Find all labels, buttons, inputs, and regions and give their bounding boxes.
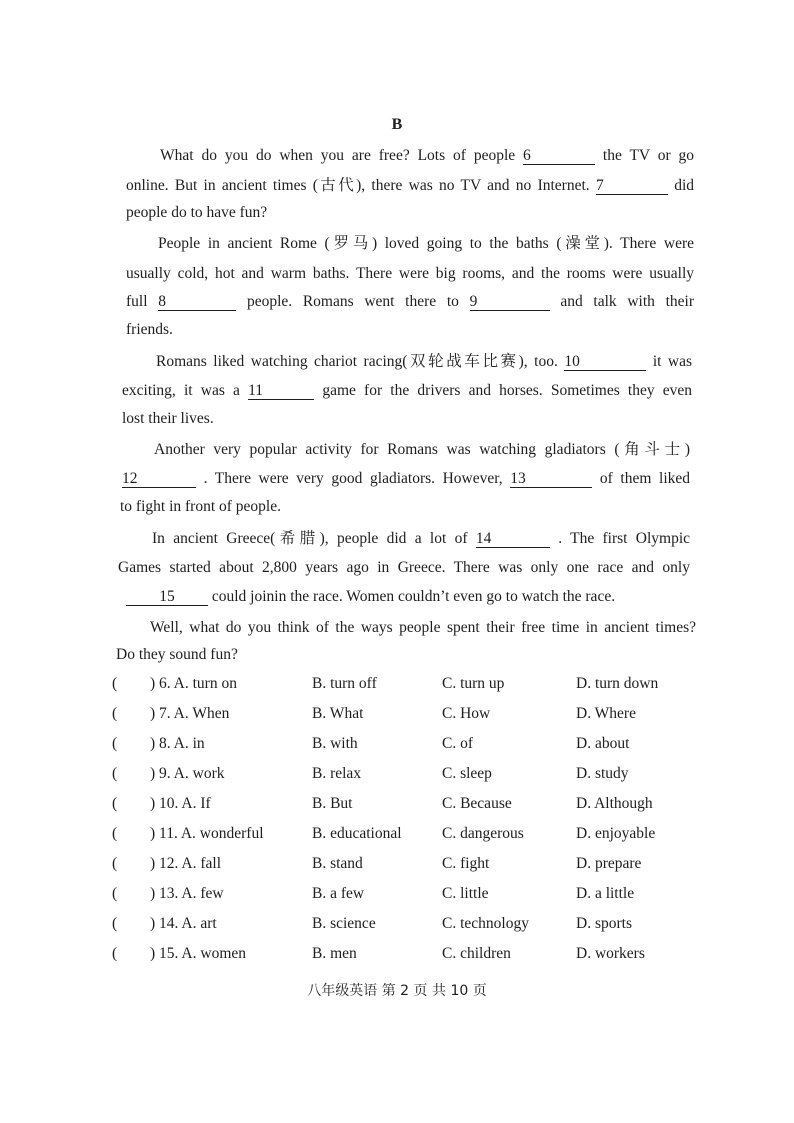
option-c[interactable]: C. How — [442, 705, 491, 722]
option-d[interactable]: D. workers — [576, 945, 645, 962]
answer-paren[interactable]: ( — [112, 705, 118, 722]
passage-line: Romans liked watching chariot racing(双轮战车比赛), too. 10 it was — [156, 353, 693, 370]
option-b[interactable]: B. But — [312, 795, 353, 812]
question-item — [112, 943, 692, 965]
answer-paren[interactable]: ( — [112, 735, 118, 752]
blank-6[interactable]: 6 — [523, 147, 595, 165]
passage-line: lost their lives. — [122, 410, 214, 427]
option-c[interactable]: C. sleep — [442, 765, 492, 782]
option-c[interactable]: C. turn up — [442, 675, 505, 692]
passage-line: People in ancient Rome (罗马) loved going to the baths (澡堂). There were — [158, 235, 694, 252]
option-a[interactable]: ) 10. A. If — [150, 795, 211, 812]
option-b[interactable]: B. a few — [312, 885, 365, 902]
question-item — [112, 703, 692, 725]
option-b[interactable]: B. stand — [312, 855, 363, 872]
question-item — [112, 823, 692, 845]
answer-paren[interactable]: ( — [112, 795, 118, 812]
answer-paren[interactable]: ( — [112, 855, 118, 872]
option-a[interactable]: ) 6. A. turn on — [150, 675, 237, 692]
option-a[interactable]: ) 9. A. work — [150, 765, 225, 782]
option-b[interactable]: B. turn off — [312, 675, 377, 692]
answer-paren[interactable]: ( — [112, 945, 118, 962]
passage-line: Games started about 2,800 years ago in Greece. There was only one race and only — [118, 559, 690, 576]
option-c[interactable]: C. of — [442, 735, 473, 752]
option-b[interactable]: B. with — [312, 735, 358, 752]
section-title: B — [391, 116, 403, 133]
option-c[interactable]: C. little — [442, 885, 489, 902]
answer-paren[interactable]: ( — [112, 675, 118, 692]
passage-line: In ancient Greece(希腊), people did a lot of 14 . The first Olympic — [152, 530, 691, 547]
option-d[interactable]: D. a little — [576, 885, 635, 902]
option-a[interactable]: ) 8. A. in — [150, 735, 205, 752]
option-c[interactable]: C. technology — [442, 915, 529, 932]
blank-13[interactable]: 13 — [510, 470, 592, 488]
option-b[interactable]: B. science — [312, 915, 376, 932]
passage-line: to fight in front of people. — [120, 498, 281, 515]
blank-15[interactable]: 15 — [126, 588, 208, 606]
blank-10[interactable]: 10 — [564, 353, 646, 371]
option-a[interactable]: ) 14. A. art — [150, 915, 217, 932]
question-item — [112, 793, 692, 815]
option-a[interactable]: ) 11. A. wonderful — [150, 825, 264, 842]
answer-paren[interactable]: ( — [112, 765, 118, 782]
passage-line: 12 . There were very good gladiators. However, 13 of them liked — [122, 470, 691, 487]
option-b[interactable]: B. men — [312, 945, 357, 962]
blank-11[interactable]: 11 — [248, 382, 314, 400]
passage-line: Do they sound fun? — [116, 646, 238, 663]
blank-8[interactable]: 8 — [158, 293, 236, 311]
passage-line: exciting, it was a 11 game for the drivers and horses. Sometimes they even — [122, 382, 693, 399]
blank-14[interactable]: 14 — [476, 530, 550, 548]
passage-line: full 8 people. Romans went there to 9 and talk with their — [126, 293, 694, 310]
option-d[interactable]: D. sports — [576, 915, 632, 932]
option-d[interactable]: D. about — [576, 735, 630, 752]
option-d[interactable]: D. study — [576, 765, 629, 782]
option-c[interactable]: C. Because — [442, 795, 512, 812]
option-d[interactable]: D. Although — [576, 795, 653, 812]
question-item — [112, 673, 692, 695]
option-d[interactable]: D. prepare — [576, 855, 642, 872]
question-item — [112, 913, 692, 935]
question-item — [112, 853, 692, 875]
question-item — [112, 733, 692, 755]
option-c[interactable]: C. children — [442, 945, 511, 962]
question-item — [112, 763, 692, 785]
question-item — [112, 883, 692, 905]
passage-line: Well, what do you think of the ways people spent their free time in ancient times? — [150, 619, 696, 636]
answer-paren[interactable]: ( — [112, 885, 118, 902]
passage-line: What do you do when you are free? Lots of people 6 the TV or go — [160, 147, 695, 164]
blank-12[interactable]: 12 — [122, 470, 196, 488]
option-d[interactable]: D. Where — [576, 705, 636, 722]
passage-line: Another very popular activity for Romans was watching gladiators (角斗士) — [154, 441, 690, 458]
option-a[interactable]: ) 15. A. women — [150, 945, 247, 962]
blank-9[interactable]: 9 — [470, 293, 550, 311]
option-c[interactable]: C. dangerous — [442, 825, 524, 842]
passage-line: 15 could joinin the race. Women couldn’t even go to watch the race. — [126, 587, 694, 607]
page-footer: 八年级英语 第 2 页 共 10 页 — [307, 983, 487, 999]
option-a[interactable]: ) 12. A. fall — [150, 855, 222, 872]
option-a[interactable]: ) 13. A. few — [150, 885, 224, 902]
passage-line: people do to have fun? — [126, 204, 268, 221]
option-a[interactable]: ) 7. A. When — [150, 705, 230, 722]
option-b[interactable]: B. relax — [312, 765, 362, 782]
option-b[interactable]: B. What — [312, 705, 364, 722]
option-b[interactable]: B. educational — [312, 825, 402, 842]
answer-paren[interactable]: ( — [112, 825, 118, 842]
passage-line: usually cold, hot and warm baths. There were big rooms, and the rooms were usually — [126, 265, 694, 282]
option-d[interactable]: D. turn down — [576, 675, 659, 692]
answer-paren[interactable]: ( — [112, 915, 118, 932]
option-d[interactable]: D. enjoyable — [576, 825, 656, 842]
option-c[interactable]: C. fight — [442, 855, 490, 872]
passage-line: friends. — [126, 321, 173, 338]
blank-7[interactable]: 7 — [596, 177, 668, 195]
passage-line: online. But in ancient times (古代), there was no TV and no Internet. 7 did — [126, 177, 695, 194]
